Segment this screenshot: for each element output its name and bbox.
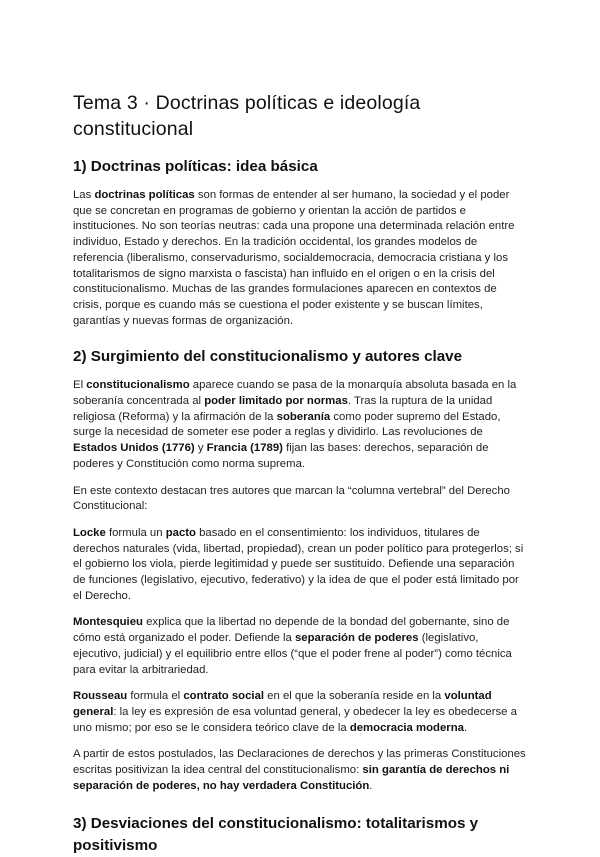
text-run: en el que la soberanía reside en la xyxy=(264,690,445,703)
bold-term: Estados Unidos (1776) xyxy=(73,442,195,455)
text-run: (legislativo, ejecutivo, judicial) y el equilibrio entre ellos (“que el poder frene al poder”) como técnica para evitar la arbitrariedad. xyxy=(73,632,512,676)
section-3 xyxy=(73,813,527,857)
text-run: El xyxy=(73,379,87,392)
text-run: : la ley es expresión de esa voluntad general, y obedecer la ley es obedecerse a uno mismo; por eso se le considera teórico clave de la xyxy=(73,705,517,734)
paragraph-montesquieu xyxy=(73,615,527,678)
text-run: . xyxy=(463,721,468,734)
text-run: y xyxy=(194,442,207,455)
bold-term: pacto xyxy=(165,526,196,539)
text-run: Las xyxy=(73,189,95,201)
text-run: explica que la libertad no depende de la bondad del gobernante, sino de cómo está organizado el poder. Defiende la xyxy=(73,616,510,645)
bold-term: separación de poderes xyxy=(294,632,419,645)
section-1 xyxy=(73,156,527,329)
paragraph xyxy=(73,378,527,472)
paragraph xyxy=(73,188,527,329)
paragraph-rousseau xyxy=(73,689,527,736)
paragraph: En este contexto destacan tres autores que marcan la “columna vertebral” del Derecho Constitucional: xyxy=(73,484,510,513)
text-run: como poder supremo del Estado, surge la necesidad de someter ese poder a reglas y dividirlo. Las revoluciones de xyxy=(73,410,501,439)
text-run: . Tras la ruptura de la unidad religiosa (Reforma) y la afirmación de la xyxy=(73,395,493,423)
bold-term: Montesquieu xyxy=(73,616,143,629)
section-heading: 3) Desviaciones del constitucionalismo: totalitarismos y positivismo xyxy=(73,814,479,854)
section-heading: 1) Doctrinas políticas: idea básica xyxy=(73,158,318,175)
bold-term: Francia (1789) xyxy=(206,442,283,455)
text-run: formula un xyxy=(105,526,166,539)
text-run: formula el xyxy=(127,690,184,703)
paragraph xyxy=(73,747,527,794)
page-title: Tema 3 · Doctrinas políticas e ideología constitucional xyxy=(73,92,421,140)
section-heading: 2) Surgimiento del constitucionalismo y autores clave xyxy=(73,348,463,366)
text-run: aparece cuando se pasa de la monarquía absoluta basada en la soberanía concentrada al xyxy=(73,379,517,408)
bold-term: poder limitado por normas xyxy=(204,395,348,408)
bold-term: doctrinas políticas xyxy=(94,189,195,201)
bold-term: Rousseau xyxy=(73,690,128,703)
bold-term: constitucionalismo xyxy=(86,379,190,392)
text-run: son formas de entender al ser humano, la sociedad y el poder que se concretan en programas de gobierno y orientan la acción de partidos e instituciones. No son teorías neutras: cada una propone una determinada relación entre individuo, Estado y derechos. En la tradición occidental, los grandes modelos de referencia (liberalismo, conservadurismo, socialdemocracia, democracia cristiana y los totalitarismos de signo marxista o fascista) han influido en el origen o en la crisis del constitucionalismo. Muchas de las grandes formulaciones aparecen en contextos de crisis, porque es cuando más se cuestiona el poder existente y se buscan límites, garantías y nuevas formas de organización. xyxy=(73,189,515,327)
bold-term: contrato social xyxy=(183,690,265,703)
text-run: basado en el consentimiento: los individuos, titulares de derechos naturales (vida, libertad, propiedad), crean un poder político para protegerlos; si el gobierno los viola, pierde legitimidad y puede ser sustituido. Defiende una separación de funciones (legislativo, ejecutivo, federativo) y la idea de que el poder está limitado por el Derecho. xyxy=(73,526,524,602)
section-2 xyxy=(73,346,527,794)
bold-term: sin garantía de derechos ni separación de poderes, no hay verdadera Constitución xyxy=(73,764,510,792)
text-run: . xyxy=(369,779,373,792)
text-run: A partir de estos postulados, las Declaraciones de derechos y las primeras Constituciones escritas positivizan la idea central del constitucionalismo: xyxy=(73,748,526,777)
bold-term: Locke xyxy=(73,526,106,539)
bold-term: democracia moderna xyxy=(349,721,464,734)
paragraph-locke xyxy=(73,526,527,605)
bold-term: soberanía xyxy=(276,410,331,423)
text-run: fijan las bases: derechos, separación de poderes y Constitución como norma suprema. xyxy=(73,442,489,470)
bold-term: voluntad general xyxy=(73,690,492,718)
